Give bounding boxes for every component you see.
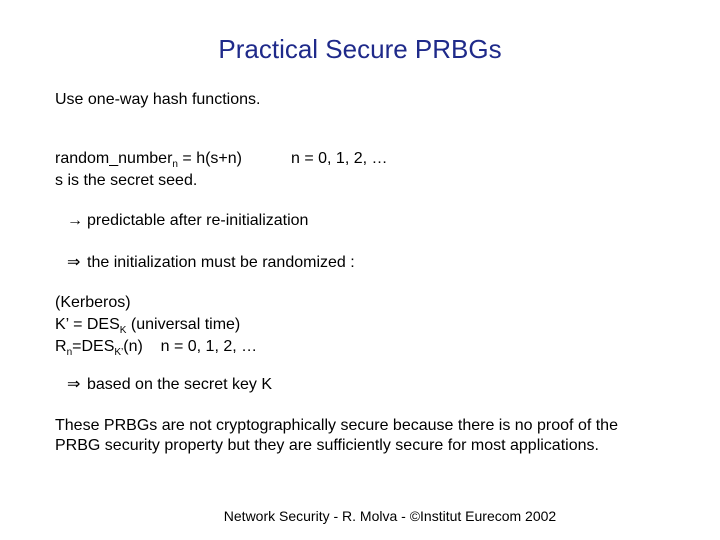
slide-footer [0,508,720,524]
consequence-randomized [67,254,355,272]
footer-text: Network Security - R. Molva - ©Institut Eurecom 2002 [223,508,557,524]
right-arrow-icon: → [67,212,83,229]
consequence-secret-key-text: based on the secret key K [87,376,272,393]
conclusion-line-1: These PRBGs are not cryptographically secure because there is no proof of the [55,417,618,434]
seed-note: s is the secret seed. [55,172,198,189]
consequence-predictable-text: predictable after re-initialization [87,212,309,229]
kerberos-key-subscript: K [119,325,127,336]
kerberos-key-rhs: (universal time) [126,316,241,333]
consequence-predictable [67,212,308,230]
consequence-secret-key [67,376,272,394]
kerberos-seq-des: =DES [72,338,115,355]
kerberos-seq-des-subscript: K’ [114,347,124,358]
formula-rhs: = h(s+n) [177,150,242,167]
kerberos-seq-r: R [55,338,67,355]
conclusion-line-2: PRBG security property but they are sufficiently secure for most applications. [55,437,599,454]
kerberos-heading: (Kerberos) [55,294,131,311]
formula-line [55,150,388,170]
intro-text: Use one-way hash functions. [55,91,261,108]
consequence-randomized-text: the initialization must be randomized : [87,254,355,271]
kerberos-sequence-line [55,338,257,356]
kerberos-key-line [55,316,240,334]
kerberos-seq-r-subscript: n [66,347,73,358]
formula-lhs: random_number [55,150,173,167]
kerberos-seq-rest: (n) n = 0, 1, 2, … [123,338,258,355]
slide-title: Practical Secure PRBGs [218,34,502,64]
formula-lhs-subscript: n [172,159,178,170]
formula-range: n = 0, 1, 2, … [291,150,388,167]
implies-arrow-icon: ⇒ [67,254,81,271]
implies-arrow-icon: ⇒ [67,376,81,393]
kerberos-key-lhs: K’ = DES [55,316,120,333]
